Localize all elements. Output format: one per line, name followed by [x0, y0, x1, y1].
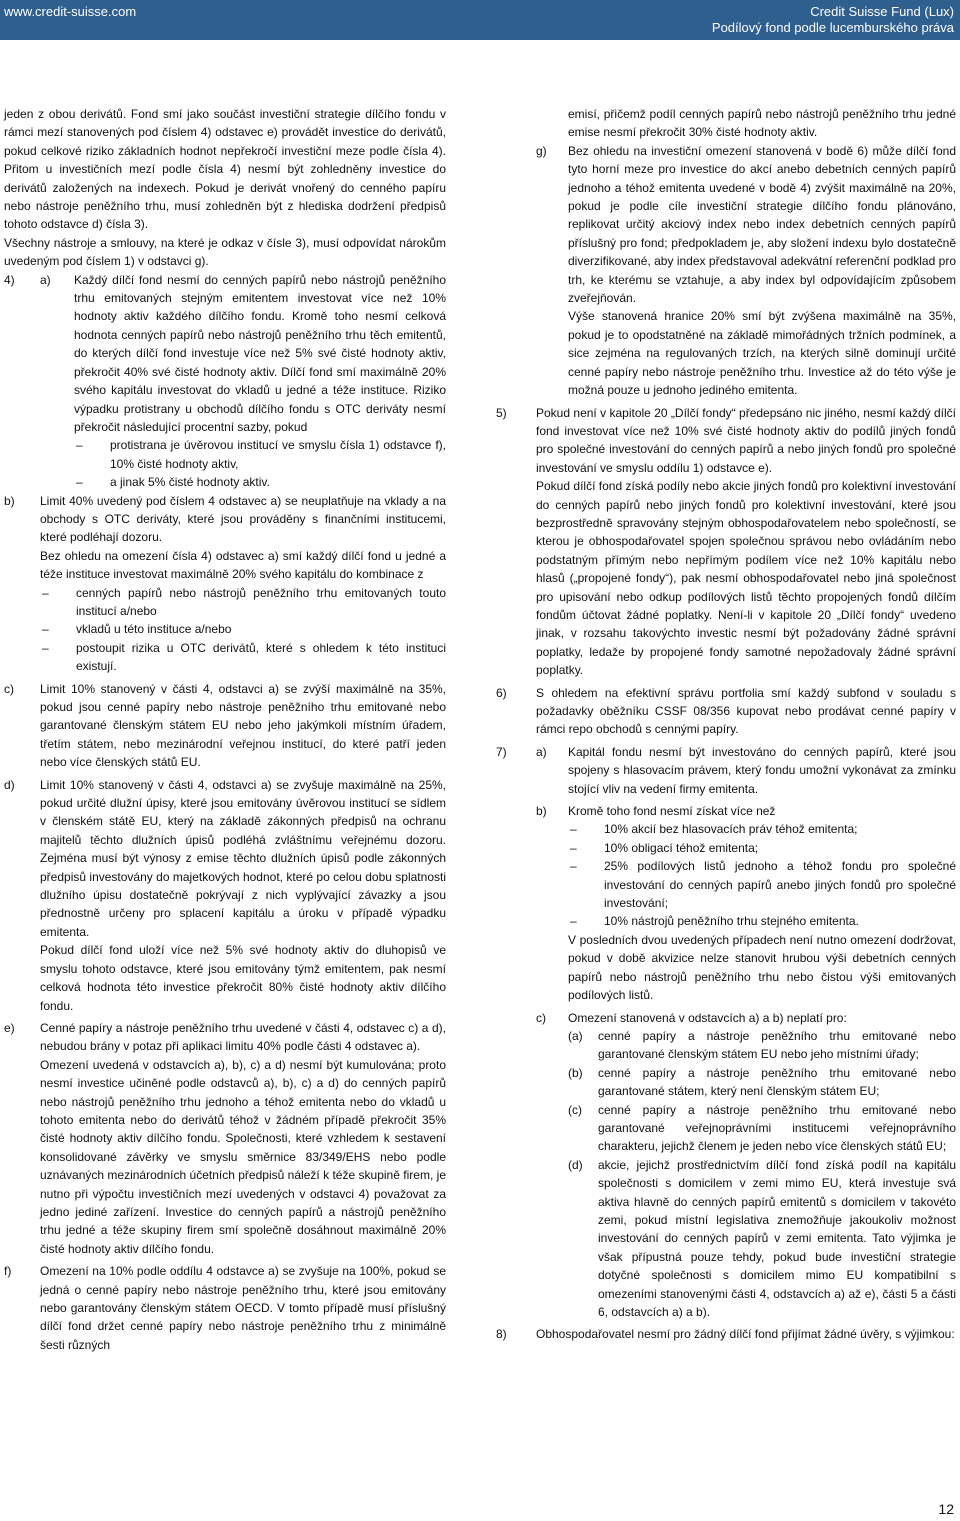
- website-link[interactable]: www.credit-suisse.com: [4, 4, 137, 19]
- item-label: a): [536, 744, 547, 759]
- list-item: – a jinak 5% čisté hodnoty aktiv.: [74, 473, 446, 491]
- paragraph: Bez ohledu na omezení čísla 4) odstavec a) smí každý dílčí fond u jedné a téže instituce investovat maximálně 20% svého kapitálu do kombinace z: [40, 548, 446, 582]
- section-number: 7): [496, 744, 507, 759]
- paragraph: Všechny nástroje a smlouvy, na které je odkaz v čísle 3), musí odpovídat nárokům uvedeným pod číslem 1) v odstavci g).: [4, 235, 446, 269]
- paragraph: Kapitál fondu nesmí být investováno do cenných papírů, které jsou spojeny s hlasovacím právem, který fondu umožní vykonávat za zmínku stojící vliv na vedení firmy emitenta.: [568, 744, 956, 796]
- sub-item-label: (c): [568, 1102, 582, 1117]
- item-label: b): [536, 804, 547, 819]
- paragraph: cenné papíry a nástroje peněžního trhu emitované nebo garantované veřejnoprávními institucemi veřejnoprávního charakteru, jejichž členem je jeden nebo více členských států EU;: [598, 1102, 956, 1154]
- section-7: [496, 743, 956, 798]
- paragraph: akcie, jejichž prostřednictvím dílčí fond získá podíl na kapitálu společnosti s domicilem v zemi mimo EU, která investuje svá aktiva hlavně do cenných papírů emitentů s domicilem v takovéto zemi, pokud místní legislativa znemožňuje jakoukoliv možnost investování do cenných papírů v zemi emitenta. Tato výjimka je však přípustná pouze tehdy, pokud bude investiční strategie dotyčné společnosti s domicilem mimo EU kompatibilní s omezeními stanovenými části 4, odstavcích a) až e), části 5 a části 6, odstavcích a) a b).: [598, 1157, 956, 1319]
- section-number: 5): [496, 405, 507, 420]
- paragraph: Cenné papíry a nástroje peněžního trhu uvedené v části 4, odstavec c) a d), nebudou brány v potaz při aplikaci limitu 40% podle části 4 odstavec a).: [40, 1020, 446, 1054]
- section-8: [496, 1325, 956, 1343]
- item-label: g): [536, 143, 547, 158]
- item-7b: [496, 802, 956, 1004]
- section-4: [4, 271, 446, 492]
- paragraph: cenné papíry a nástroje peněžního trhu emitované nebo garantované státem, který není členským státem EU;: [598, 1065, 956, 1099]
- item-label: a): [40, 272, 51, 287]
- item-label: c): [4, 681, 14, 696]
- paragraph: Bez ohledu na investiční omezení stanovená v bodě 6) může dílčí fond tyto horní meze pro investice do akcí anebo debetních cenných papírů jednoho a téhož emitenta uvedené v bodě 4) zvýšit maximálně na 20%, pokud je podle cíle investiční strategie dílčího fondu plánováno, replikovat určitý akciový index nebo index debetních cenných papírů příslušný pro fond; předpokladem je, aby složení indexu bylo dostatečně diverzifikované, aby index představoval adekvátní referenční podklad pro trh, ke kterému se vztahuje, a aby index byl odpovídajícím způsobem zveřejňován.: [568, 143, 956, 306]
- paragraph: Pokud není v kapitole 20 „Dílčí fondy“ předepsáno nic jiného, nesmí každý dílčí fond investovat více než 10% své čisté hodnoty aktiv do podílů jiných fondů pro společné investování do cenných papírů a nebo jiných fondů pro společné investování ve smyslu oddílu 1) odstavce e).: [536, 405, 956, 475]
- paragraph: Výše stanovená hranice 20% smí být zvýšena maximálně na 35%, pokud je to opodstatněné na základě mimořádných tržních podmínek, a sice zejména na regulovaných trzích, na kterých silně dominují určité cenné papíry nebo nástroje peněžního trhu. Investice až do této výše je možná pouze u jednoho jediného emitenta.: [568, 309, 956, 398]
- paragraph: Limit 10% stanovený v části 4, odstavci a) se zvýší maximálně na 35%, pokud jsou cenné papíry nebo nástroje peněžního trhu emitované nebo garantované členským státem EU nebo jeho jakýmkoli místním úřadem, třetím státem, nebo mezinárodní veřejnou institucí, do které patří jeden nebo více členských států EU.: [40, 681, 446, 770]
- sub-item-a: [568, 1027, 956, 1064]
- list-item: – vkladů u této instituce a/nebo: [40, 620, 446, 638]
- item-label: f): [4, 1264, 12, 1279]
- paragraph: Obhospodařovatel nesmí pro žádný dílčí fond přijímat žádné úvěry, s výjimkou:: [536, 1327, 955, 1342]
- sub-item-label: (d): [568, 1157, 583, 1172]
- sub-item-label: (b): [568, 1065, 583, 1080]
- page-number: 12: [938, 1501, 954, 1517]
- item-b: [4, 492, 446, 676]
- fund-subtitle: Podílový fond podle lucemburského práva: [711, 20, 954, 35]
- paragraph: cenné papíry a nástroje peněžního trhu emitované nebo garantované členským státem EU nebo jeho místními úřady;: [598, 1028, 956, 1062]
- item-label: b): [4, 493, 15, 508]
- item-7c: [496, 1009, 956, 1322]
- paragraph: Limit 40% uvedený pod číslem 4 odstavec a) se neuplatňuje na vklady a na obchody s OTC deriváty, které jsou prováděny s finančními institucemi, které podléhají dozoru.: [40, 493, 446, 545]
- right-column: [496, 105, 956, 1344]
- paragraph: Kromě toho fond nesmí získat více než: [568, 804, 776, 819]
- item-d: [4, 776, 446, 1015]
- sub-item-b: [568, 1064, 956, 1101]
- list-item: – 10% obligací téhož emitenta;: [568, 839, 956, 857]
- item-f: [4, 1262, 446, 1354]
- item-a: [4, 271, 446, 492]
- sub-item-c: [568, 1101, 956, 1156]
- left-column: [4, 105, 446, 1354]
- item-e: [4, 1019, 446, 1258]
- item-label: d): [4, 777, 15, 792]
- section-number: 6): [496, 685, 507, 700]
- page-header: [0, 0, 960, 40]
- paragraph: Pokud dílčí fond získá podíly nebo akcie jiných fondů pro kolektivní investování do cenných papírů nebo jiných fondů pro kolektivní investování, které jsou bezprostředně spravovány stejným obhospodařovatelem nebo společností, se kterou je obhospodařovatel spojen společnou správou nebo ovládáním nebo podstatným přímým nebo nepřímým podílem více než 10% kapitálu nebo hlasů („propojené fondy“), pak nesmí obhospodařovatel nebo jiná společnost pro upisování nebo odkup podílových listů těchto propojených fondů dílčím fondům účtovat žádné poplatky. Není-li v kapitole 20 „Dílčí fondy“ uvedeno jinak, v rozsahu takovýchto investic nesmí být požadovány žádné správní poplatky, ledaže by propojené fondy samotné nepožadovaly žádné správní poplatky.: [536, 479, 956, 678]
- paragraph: emisí, přičemž podíl cenných papírů nebo nástrojů peněžního trhu jedné emise nesmí překročit 30% čisté hodnoty aktiv.: [568, 107, 956, 140]
- list-item: – 25% podílových listů jednoho a téhož fondu pro společné investování do cenných papírů anebo jiných fondů pro společné investování;: [568, 857, 956, 912]
- list-item: – cenných papírů nebo nástrojů peněžního trhu emitovaných touto institucí a/nebo: [40, 584, 446, 621]
- section-6: [496, 684, 956, 739]
- paragraph: Omezení stanovená v odstavcích a) a b) neplatí pro:: [568, 1010, 847, 1025]
- item-c: [4, 680, 446, 772]
- header-title-block: [712, 4, 954, 36]
- list-item: – 10% akcií bez hlasovacích práv téhož emitenta;: [568, 820, 956, 838]
- section-5: [496, 404, 956, 680]
- sub-item-label: (a): [568, 1028, 583, 1043]
- section-number: 8): [496, 1327, 507, 1342]
- paragraph: Omezení na 10% podle oddílu 4 odstavce a) se zvyšuje na 100%, pokud se jedná o cenné papíry nebo nástroje peněžního trhu, které jsou emitovány nebo garantovány členským státem OECD. V tomto případě musí příslušný dílčí fond držet cenné papíry nebo nástroje peněžního trhu z minimálně šesti různých: [40, 1264, 446, 1352]
- paragraph: V posledních dvou uvedených případech není nutno omezení dodržovat, pokud v době akvizice nelze stanovit hrubou výši debetních cenných papírů nebo nástrojů peněžního trhu nebo čistou výši emitovaných podílových listů.: [568, 932, 956, 1003]
- list-item: – 10% nástrojů peněžního trhu stejného emitenta.: [568, 912, 956, 930]
- list-item: – postoupit rizika u OTC derivátů, které s ohledem k této instituci existují.: [40, 639, 446, 676]
- fund-name: Credit Suisse Fund (Lux): [810, 4, 954, 19]
- paragraph: jeden z obou derivátů. Fond smí jako součást investiční strategie dílčího fondu v rámci mezí stanovených pod číslem 4) odstavec e) provádět investice do derivátů, pokud celkové riziko základních hodnot nepřekročí investiční meze podle čísla 4). Přitom u investičních mezí podle čísla 4) nesmí být zohledněny investice do derivátů založených na indexech. Pokud je derivát vnořený do cenného papíru nebo nástroje peněžního trhu, musí zohledněn být z hlediska dodržení předpisů tohoto odstavce d) čísla 3).: [4, 107, 446, 232]
- item-label: e): [4, 1020, 15, 1035]
- paragraph: Pokud dílčí fond uloží více než 5% své hodnoty aktiv do dluhopisů ve smyslu tohoto odstavce, které jsou emitovány týmž emitentem, pak nesmí celková hodnota této investice překročit 80% čisté hodnoty aktiv dílčího fondu.: [40, 943, 446, 1013]
- paragraph: Každý dílčí fond nesmí do cenných papírů nebo nástrojů peněžního trhu emitovaných stejným emitentem investovat více než 10% hodnoty aktiv každého dílčího fondu. Kromě toho nesmí celková hodnota cenných papírů nebo nástrojů peněžního trhu těch emitentů, do kterých dílčí fond investuje více než 5% své čisté hodnoty aktiv, překročit 40% své čisté hodnoty aktiv. Dílčí fond smí maximálně 20% svého kapitálu investovat do vkladů u jedné a téže instituce. Riziko výpadku protistrany u obchodů dílčího fondu s OTC deriváty nesmí překročit následující procentní sazby, pokud: [74, 272, 446, 434]
- sub-item-d: [568, 1156, 956, 1322]
- item-g: [496, 142, 956, 400]
- paragraph: Omezení uvedená v odstavcích a), b), c) a d) nesmí být kumulována; proto nesmí investice učiněné podle odstavců a), b), c) a d) do cenných papírů nebo nástrojů peněžního trhu jednoho a téhož emitenta nebo do vkladů u tohoto emitenta nebo do derivátů téhož v žádném případě překročit 35% čisté hodnoty aktiv dílčího fondu. Společnosti, které vzhledem k sestavení konsolidované závěrky ve smyslu směrnice 83/349/EHS nebo podle uznávaných mezinárodních účetních předpisů náleží k téže skupině firem, je nutno při výpočtu investičních mezí uvedených v odstavci 4) považovat za jedno jediné zařízení. Investice do cenných papírů a nástrojů peněžního trhu jedné a téže skupiny firem smí společně dosáhnout maximálně 20% čisté hodnoty aktiv dílčího fondu.: [40, 1057, 446, 1256]
- paragraph: S ohledem na efektivní správu portfolia smí každý subfond v souladu s požadavky oběžníku CSSF 08/356 kupovat nebo prodávat cenné papíry v rámci repo obchodů s cennými papíry.: [536, 685, 956, 737]
- list-item: – protistrana je úvěrovou institucí ve smyslu čísla 1) odstavce f), 10% čisté hodnoty aktiv,: [74, 436, 446, 473]
- paragraph: Limit 10% stanovený v části 4, odstavci a) se zvyšuje maximálně na 25%, pokud určité dlužní úpisy, které jsou emitovány úvěrovou institucí se sídlem v členském státě EU, který na základě zákonných předpisů na ochranu majitelů těchto dlužních úpisů podléhá zvláštnímu veřejnému dozoru. Zejména musí být výnosy z emise těchto dlužních úpisů podle zákonných předpisů investovány do majetkových hodnot, které po celou dobu splatnosti dlužního úpisu dostatečně pokrývají z nich vyplývající závazky a jsou přednostně určeny pro splacení kapitálu a úroku v případě výpadku emitenta.: [40, 777, 446, 939]
- item-label: c): [536, 1010, 546, 1025]
- section-number: 4): [4, 272, 15, 287]
